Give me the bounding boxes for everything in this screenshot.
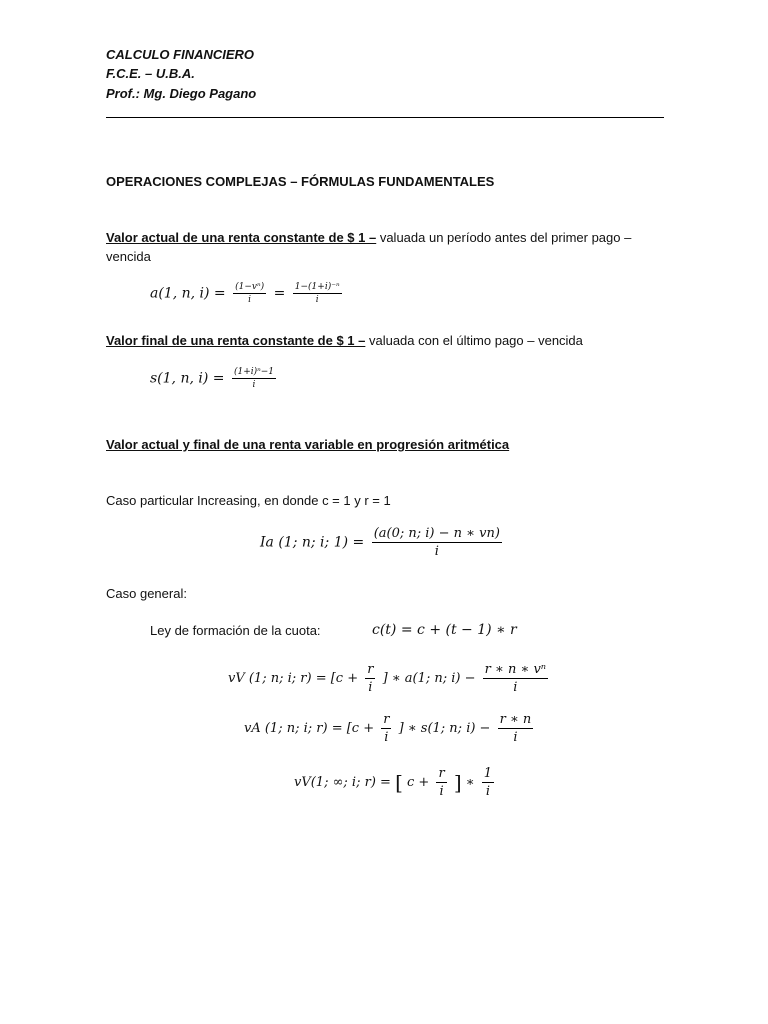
formula-increasing-den: i xyxy=(434,544,439,559)
section1-rest2: vencida xyxy=(106,249,151,264)
formula-vA-lhs: vA (1; n; i; r) = [c + xyxy=(244,721,375,736)
formula-increasing-lhs: Ia (1; n; i; 1) = xyxy=(260,534,365,551)
formula-vinf-one-frac xyxy=(482,766,494,799)
formula-vinf-r-frac xyxy=(436,766,446,799)
formula-vA-frac xyxy=(498,712,534,745)
section1-heading: Valor actual de una renta constante de $ 1 – xyxy=(106,230,377,245)
formula-vV xyxy=(228,662,551,695)
section2-heading-line xyxy=(106,333,583,348)
formula-vA-r-frac xyxy=(381,712,391,745)
formula-vinf-r-den: i xyxy=(439,784,444,799)
formula-a-frac1-den: i xyxy=(248,295,252,305)
formula-a-lhs: a(1, n, i) = xyxy=(150,285,226,302)
header-divider xyxy=(106,117,664,118)
formula-vA-r-num: r xyxy=(383,712,390,727)
formula-a-present-value xyxy=(150,282,345,305)
formula-vA-frac-num: r ∗ n xyxy=(499,712,532,727)
section1-heading-line xyxy=(106,230,631,245)
formula-vV-frac-num: r ∗ n ∗ vⁿ xyxy=(484,662,547,677)
formula-vinf-star: ∗ xyxy=(465,775,475,790)
faculty-name: F.C.E. – U.B.A. xyxy=(106,66,195,81)
page-title: OPERACIONES COMPLEJAS – FÓRMULAS FUNDAMENTALES xyxy=(106,174,495,189)
formula-a-frac2 xyxy=(293,282,342,305)
formula-vA xyxy=(244,712,536,745)
section3-heading-line xyxy=(106,437,509,452)
formula-vinf-lhs: vV(1; ∞; i; r) = xyxy=(294,775,391,790)
formula-increasing-frac xyxy=(372,526,502,559)
formula-vA-frac-den: i xyxy=(513,730,518,745)
section3-heading: Valor actual y final de una renta variable en progresión aritmética xyxy=(106,437,510,452)
formula-a-frac2-num: 1−(1+i)⁻ⁿ xyxy=(294,282,340,292)
formula-vV-perpetuity xyxy=(294,766,497,799)
section2-rest: valuada con el último pago – vencida xyxy=(365,333,583,348)
formula-s-frac xyxy=(232,367,276,390)
professor-name: Prof.: Mg. Diego Pagano xyxy=(106,86,257,101)
formula-a-eq: = xyxy=(273,285,286,302)
ley-formula: c(t) = c + (t − 1) ∗ r xyxy=(372,622,517,638)
formula-s-final-value xyxy=(150,367,279,390)
ley-label: Ley de formación de la cuota: xyxy=(150,623,321,638)
formula-vinf-one-num: 1 xyxy=(483,766,493,781)
course-name: CALCULO FINANCIERO xyxy=(106,47,255,62)
formula-s-frac-num: (1+i)ⁿ−1 xyxy=(233,367,275,377)
case-particular-text: Caso particular Increasing, en donde c = 1 y r = 1 xyxy=(106,493,391,508)
formula-vA-r-den: i xyxy=(384,730,389,745)
formula-vV-r-den: i xyxy=(368,680,373,695)
formula-s-frac-den: i xyxy=(252,380,256,390)
formula-vV-lhs: vV (1; n; i; r) = [c + xyxy=(228,671,359,686)
formula-a-frac2-den: i xyxy=(315,295,319,305)
formula-vV-r-num: r xyxy=(367,662,374,677)
formula-vV-mid: ] ∗ a(1; n; i) − xyxy=(382,671,476,686)
formula-vV-r-frac xyxy=(365,662,375,695)
formula-increasing xyxy=(260,526,505,559)
formula-vinf-open-bracket: [ xyxy=(395,770,403,795)
formula-s-lhs: s(1, n, i) = xyxy=(150,370,225,387)
formula-vinf-r-num: r xyxy=(438,766,445,781)
formula-increasing-num: (a(0; n; i) − n ∗ vn) xyxy=(373,526,500,541)
formula-vV-frac xyxy=(483,662,548,695)
formula-vinf-close-bracket: ] xyxy=(453,770,462,795)
formula-a-frac1 xyxy=(233,282,266,305)
formula-vA-mid: ] ∗ s(1; n; i) − xyxy=(398,721,491,736)
formula-vV-frac-den: i xyxy=(513,680,518,695)
case-general-text: Caso general: xyxy=(106,586,187,601)
formula-vinf-one-den: i xyxy=(485,784,490,799)
formula-vinf-c: c + xyxy=(407,775,430,790)
section2-heading: Valor final de una renta constante de $ 1 – xyxy=(106,333,366,348)
formula-a-frac1-num: (1−vⁿ) xyxy=(235,282,265,292)
section1-rest: valuada un período antes del primer pago – xyxy=(376,230,632,245)
